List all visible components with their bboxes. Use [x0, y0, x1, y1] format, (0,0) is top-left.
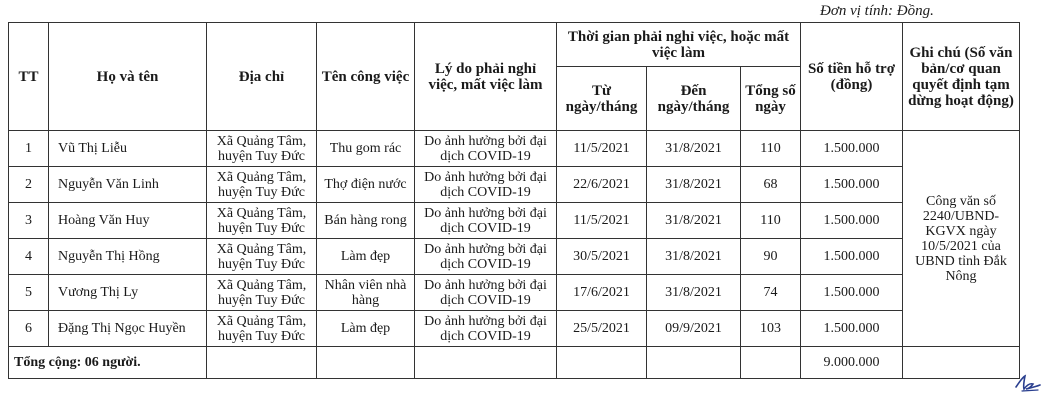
cell-amount: 1.500.000 [801, 239, 903, 275]
cell-reason: Do ảnh hưởng bởi đại dịch COVID-19 [415, 203, 557, 239]
header-from: Từ ngày/tháng [557, 67, 647, 131]
header-name: Họ và tên [49, 23, 207, 131]
cell-address: Xã Quảng Tâm, huyện Tuy Đức [207, 203, 317, 239]
cell-from: 11/5/2021 [557, 203, 647, 239]
empty-cell [557, 347, 647, 379]
signature-initial-mark [1014, 373, 1041, 393]
cell-job: Làm đẹp [317, 239, 415, 275]
cell-to: 31/8/2021 [647, 239, 741, 275]
cell-from: 30/5/2021 [557, 239, 647, 275]
cell-days: 68 [741, 167, 801, 203]
cell-name: Hoàng Văn Huy [49, 203, 207, 239]
table-row [9, 275, 1020, 311]
cell-name: Vũ Thị Liễu [49, 131, 207, 167]
empty-cell [903, 347, 1020, 379]
empty-cell [317, 347, 415, 379]
cell-job: Thu gom rác [317, 131, 415, 167]
cell-tt: 1 [9, 131, 49, 167]
cell-from: 25/5/2021 [557, 311, 647, 347]
table-row [9, 239, 1020, 275]
total-label: Tổng cộng: 06 người. [9, 347, 207, 379]
cell-amount: 1.500.000 [801, 203, 903, 239]
cell-days: 110 [741, 131, 801, 167]
total-amount: 9.000.000 [801, 347, 903, 379]
table-row [9, 203, 1020, 239]
header-period: Thời gian phải nghỉ việc, hoặc mất việc làm [557, 23, 801, 67]
cell-days: 110 [741, 203, 801, 239]
cell-reason: Do ảnh hưởng bởi đại dịch COVID-19 [415, 131, 557, 167]
support-table [8, 22, 1020, 379]
cell-job: Thợ điện nước [317, 167, 415, 203]
cell-from: 17/6/2021 [557, 275, 647, 311]
cell-tt: 5 [9, 275, 49, 311]
header-job: Tên công việc [317, 23, 415, 131]
cell-amount: 1.500.000 [801, 275, 903, 311]
cell-to: 31/8/2021 [647, 167, 741, 203]
cell-days: 103 [741, 311, 801, 347]
cell-reason: Do ảnh hưởng bởi đại dịch COVID-19 [415, 311, 557, 347]
cell-tt: 6 [9, 311, 49, 347]
header-days: Tổng số ngày [741, 67, 801, 131]
cell-to: 09/9/2021 [647, 311, 741, 347]
empty-cell [207, 347, 317, 379]
header-to: Đến ngày/tháng [647, 67, 741, 131]
cell-name: Vương Thị Ly [49, 275, 207, 311]
cell-days: 90 [741, 239, 801, 275]
cell-from: 11/5/2021 [557, 131, 647, 167]
cell-address: Xã Quảng Tâm, huyện Tuy Đức [207, 275, 317, 311]
empty-cell [415, 347, 557, 379]
cell-amount: 1.500.000 [801, 311, 903, 347]
header-address: Địa chỉ [207, 23, 317, 131]
cell-job: Nhân viên nhà hàng [317, 275, 415, 311]
cell-amount: 1.500.000 [801, 167, 903, 203]
cell-job: Bán hàng rong [317, 203, 415, 239]
cell-amount: 1.500.000 [801, 131, 903, 167]
cell-tt: 2 [9, 167, 49, 203]
cell-reason: Do ảnh hưởng bởi đại dịch COVID-19 [415, 167, 557, 203]
cell-tt: 3 [9, 203, 49, 239]
cell-days: 74 [741, 275, 801, 311]
cell-to: 31/8/2021 [647, 203, 741, 239]
table-row [9, 311, 1020, 347]
cell-address: Xã Quảng Tâm, huyện Tuy Đức [207, 131, 317, 167]
cell-to: 31/8/2021 [647, 275, 741, 311]
cell-name: Nguyễn Văn Linh [49, 167, 207, 203]
table-row [9, 131, 1020, 167]
cell-address: Xã Quảng Tâm, huyện Tuy Đức [207, 311, 317, 347]
cell-reason: Do ảnh hưởng bởi đại dịch COVID-19 [415, 239, 557, 275]
cell-note: Công văn số 2240/UBND-KGVX ngày 10/5/2021 của UBND tỉnh Đắk Nông [903, 131, 1020, 347]
header-amount: Số tiền hỗ trợ (đồng) [801, 23, 903, 131]
header-tt: TT [9, 23, 49, 131]
header-note: Ghi chú (Số văn bản/cơ quan quyết định tạm dừng hoạt động) [903, 23, 1020, 131]
cell-name: Đặng Thị Ngọc Huyền [49, 311, 207, 347]
cell-tt: 4 [9, 239, 49, 275]
cell-to: 31/8/2021 [647, 131, 741, 167]
cell-from: 22/6/2021 [557, 167, 647, 203]
header-reason: Lý do phải nghỉ việc, mất việc làm [415, 23, 557, 131]
empty-cell [647, 347, 741, 379]
table-row [9, 167, 1020, 203]
empty-cell [741, 347, 801, 379]
cell-address: Xã Quảng Tâm, huyện Tuy Đức [207, 167, 317, 203]
cell-name: Nguyễn Thị Hồng [49, 239, 207, 275]
cell-address: Xã Quảng Tâm, huyện Tuy Đức [207, 239, 317, 275]
total-row [9, 347, 1020, 379]
unit-note: Đơn vị tính: Đồng. [820, 3, 934, 19]
cell-job: Làm đẹp [317, 311, 415, 347]
cell-reason: Do ảnh hưởng bởi đại dịch COVID-19 [415, 275, 557, 311]
